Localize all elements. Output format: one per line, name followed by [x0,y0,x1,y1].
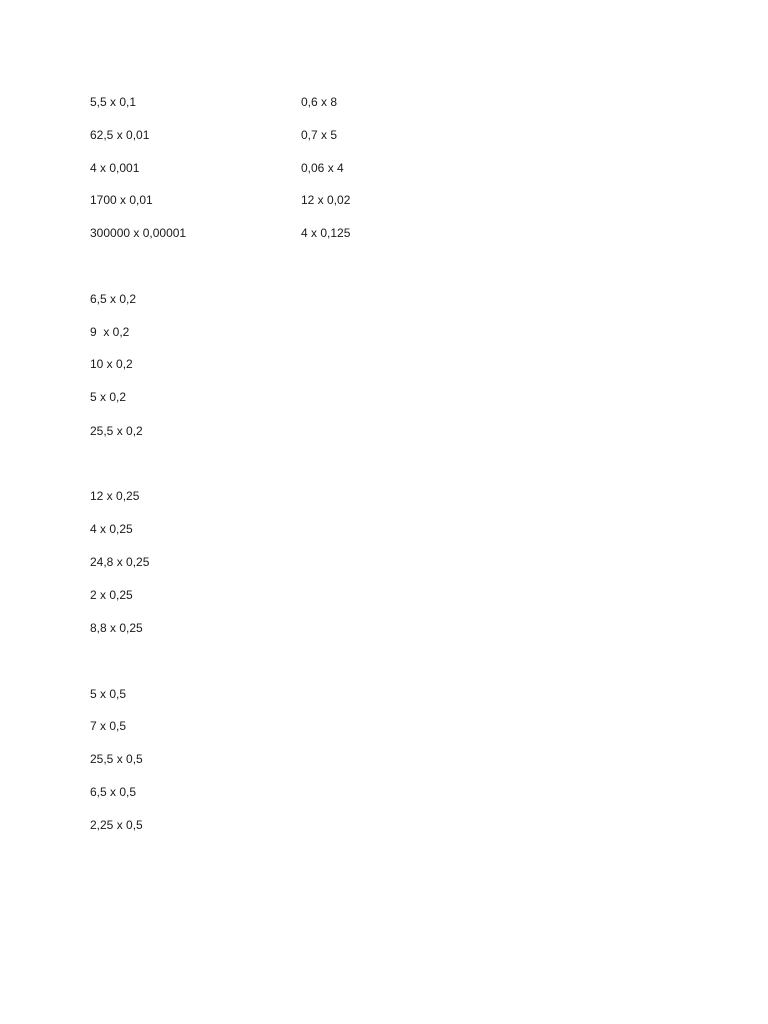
exercise-item: 1700 x 0,01 [90,193,153,207]
exercise-item: 5 x 0,2 [90,390,127,404]
exercise-item: 25,5 x 0,5 [90,752,143,766]
exercise-item: 62,5 x 0,01 [90,128,150,142]
exercise-item: 12 x 0,25 [90,489,140,503]
exercise-item: 2,25 x 0,5 [90,818,143,832]
exercise-item: 8,8 x 0,25 [90,621,143,635]
exercise-item: 4 x 0,25 [90,522,133,536]
exercise-item: 300000 x 0,00001 [90,226,187,240]
exercise-item: 6,5 x 0,5 [90,785,137,799]
exercise-item: 5,5 x 0,1 [90,95,137,109]
exercise-item: 25,5 x 0,2 [90,424,143,438]
exercise-item: 24,8 x 0,25 [90,555,150,569]
exercise-item: 9 x 0,2 [90,325,130,339]
exercise-item: 4 x 0,125 [301,226,351,240]
exercise-item: 4 x 0,001 [90,161,140,175]
exercise-item: 6,5 x 0,2 [90,292,137,306]
exercise-item: 7 x 0,5 [90,719,127,733]
exercise-item: 12 x 0,02 [301,193,351,207]
exercise-item: 0,06 x 4 [301,161,344,175]
exercise-item: 2 x 0,25 [90,588,133,602]
exercise-item: 5 x 0,5 [90,687,127,701]
exercise-item: 10 x 0,2 [90,357,133,371]
exercise-item: 0,7 x 5 [301,128,338,142]
exercise-item: 0,6 x 8 [301,95,338,109]
